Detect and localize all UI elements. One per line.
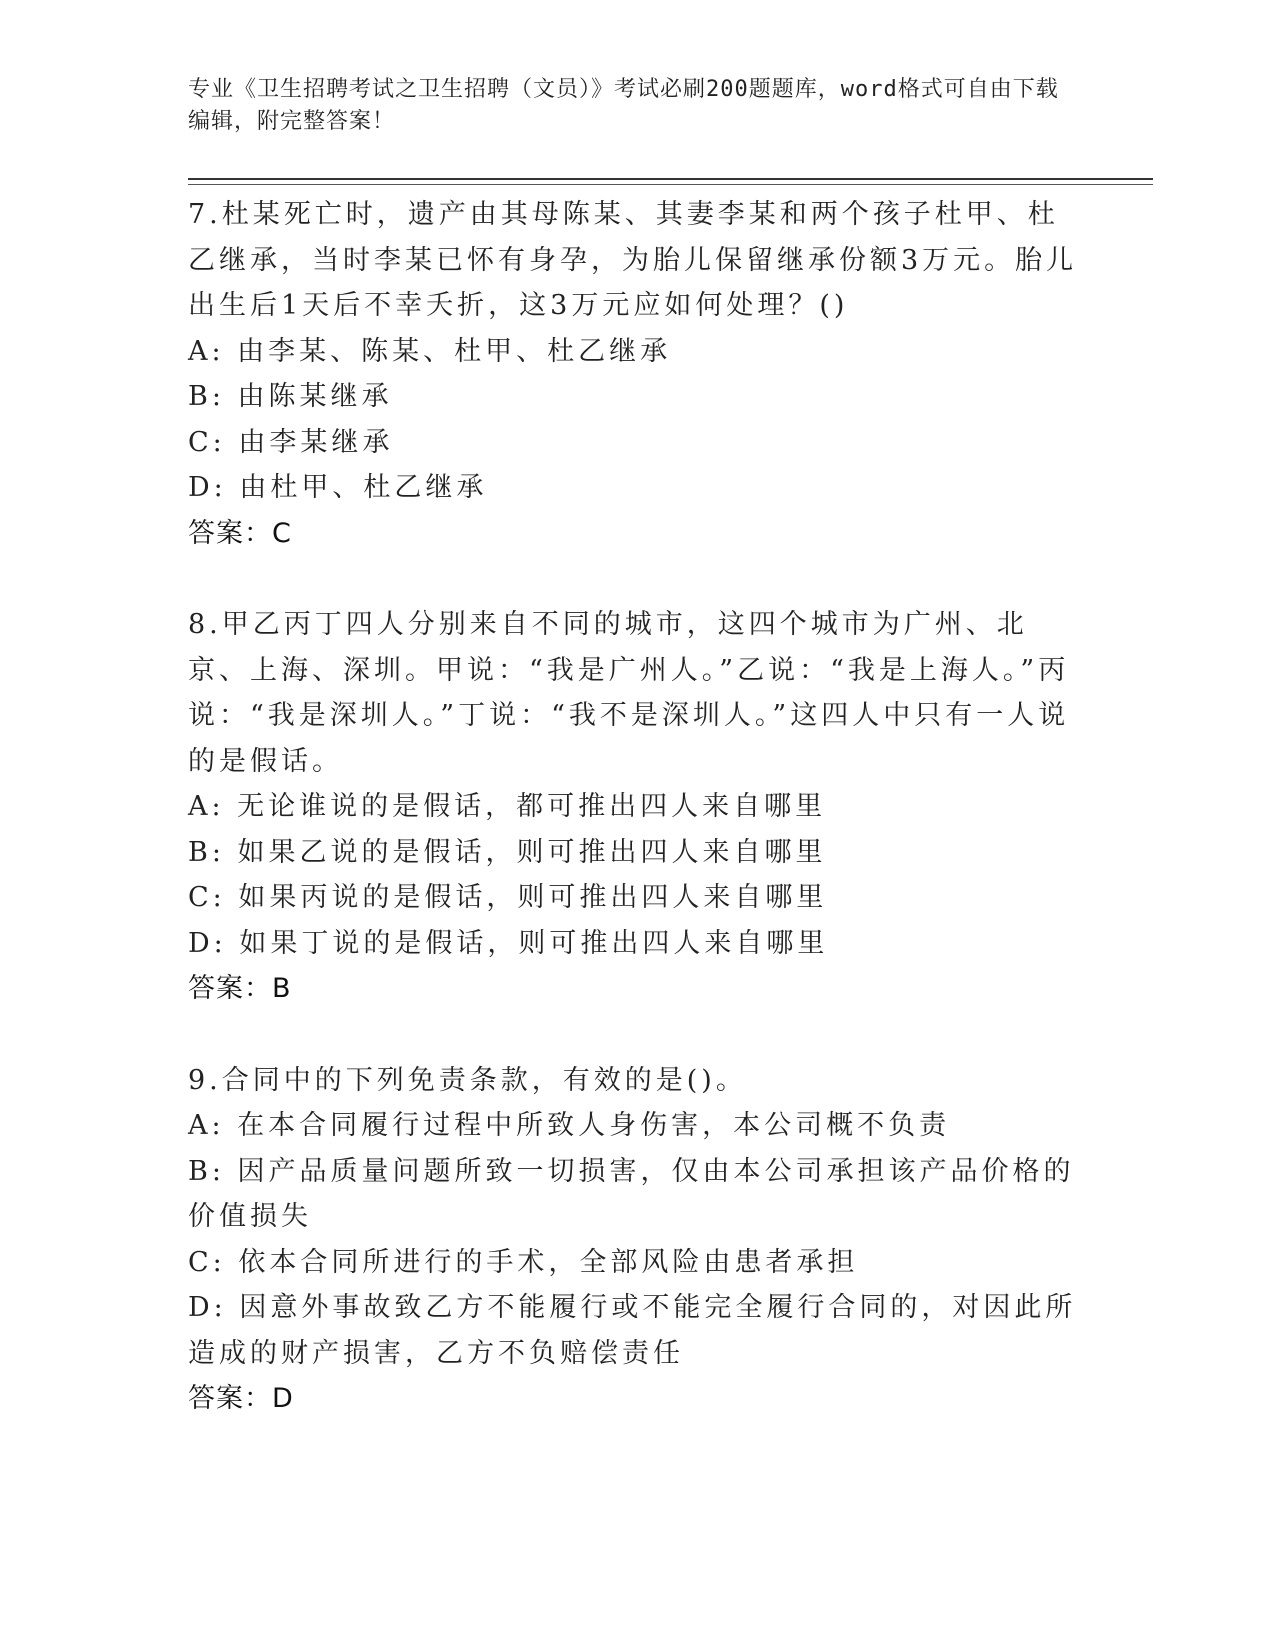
question-text: 7.杜某死亡时，遗产由其母陈某、其妻李某和两个孩子杜甲、杜乙继承，当时李某已怀有身孕，为胎儿保留继承份额3万元。胎儿出生后1天后不幸夭折，这3万元应如何处理？() [188, 199, 1078, 321]
header-divider-thick [188, 178, 1153, 180]
question-list [188, 192, 1078, 1422]
answer-line: 答案：B [188, 973, 292, 1004]
option-a: A: 无论谁说的是假话，都可推出四人来自哪里 [188, 791, 827, 822]
option-d: D: 如果丁说的是假话，则可推出四人来自哪里 [188, 927, 829, 959]
question-text: 9.合同中的下列免责条款，有效的是()。 [188, 1064, 747, 1096]
option-a: A: 在本合同履行过程中所致人身伤害，本公司概不负责 [188, 1110, 951, 1141]
question-text: 8.甲乙丙丁四人分别来自不同的城市，这四个城市为广州、北京、上海、深圳。甲说：“我是广州人。”乙说：“我是上海人。”丙说：“我是深圳人。”丁说：“我不是深圳人。”这四人中只有一人说的是假话。 [188, 609, 1070, 777]
option-c: C: 由李某继承 [188, 426, 394, 458]
question-8 [188, 602, 1078, 1012]
option-b: B: 因产品质量问题所致一切损害，仅由本公司承担该产品价格的价值损失 [188, 1155, 1075, 1232]
answer-line: 答案：D [188, 1383, 294, 1414]
question-9 [188, 1058, 1078, 1422]
option-c: C: 如果丙说的是假话，则可推出四人来自哪里 [188, 882, 828, 913]
option-d: D: 由杜甲、杜乙继承 [188, 472, 488, 503]
option-b: B: 如果乙说的是假话，则可推出四人来自哪里 [188, 836, 827, 868]
document-header: 专业《卫生招聘考试之卫生招聘（文员）》考试必刷200题题库，word格式可自由下载编辑，附完整答案！ [188, 77, 1059, 134]
option-c: C: 依本合同所进行的手术，全部风险由患者承担 [188, 1246, 859, 1278]
option-b: B: 由陈某继承 [188, 381, 393, 412]
header-divider-thin [188, 184, 1153, 185]
option-a: A: 由李某、陈某、杜甲、杜乙继承 [188, 335, 672, 367]
question-7 [188, 192, 1078, 556]
answer-line: 答案：C [188, 517, 292, 549]
option-d: D: 因意外事故致乙方不能履行或不能完全履行合同的，对因此所造成的财产损害，乙方不负赔偿责任 [188, 1292, 1077, 1369]
